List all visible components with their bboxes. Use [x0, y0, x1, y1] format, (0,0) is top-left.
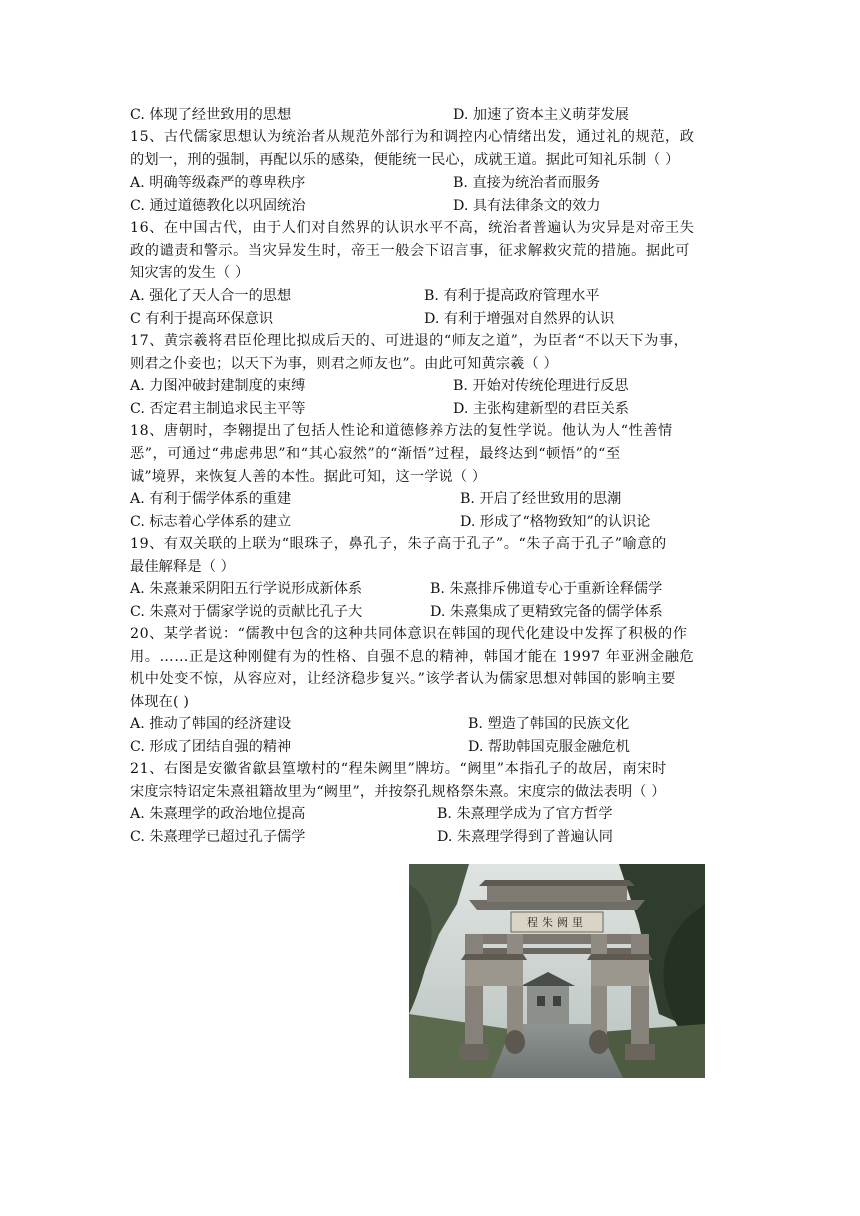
q20-option-b: B. 塑造了韩国的民族文化 — [468, 716, 630, 732]
q18-stem-2: 恶”，可通过“弗虑弗思”和“其心寂然”的“渐悟”过程，最终达到“顿悟”的“至 — [130, 446, 621, 462]
q20-stem-3: 机中处变不惊，从容应对，让经济稳步复兴。”该学者认为儒家思想对韩国的影响主要 — [130, 671, 676, 687]
q19-option-d: D. 朱熹集成了更精致完备的儒学体系 — [430, 604, 663, 620]
q20-stem-1: 20、某学者说：“儒教中包含的这种共同体意识在韩国的现代化建设中发挥了积极的作 — [130, 626, 688, 642]
q17-option-d: D. 主张构建新型的君臣关系 — [453, 401, 629, 417]
q16-option-c: C 有利于提高环保意识 — [130, 311, 274, 327]
q15-stem-1: 15、古代儒家思想认为统治者从规范外部行为和调控内心情绪出发，通过礼的规范，政 — [130, 129, 695, 145]
q20-option-a: A. 推动了韩国的经济建设 — [130, 716, 292, 732]
q19-stem-1: 19、有双关联的上联为“眼珠子，鼻孔子，朱子高于孔子”。“朱子高于孔子”喻意的 — [130, 536, 667, 552]
q18-option-b: B. 开启了经世致用的思潮 — [460, 491, 622, 507]
q21-stem-2: 宋度宗特诏定朱熹祖籍故里为“阙里”，并按祭孔规格祭朱熹。宋度宗的做法表明（ ） — [130, 784, 666, 800]
q16-option-a: A. 强化了天人合一的思想 — [130, 288, 292, 304]
q15-option-b: B. 直接为统治者而服务 — [453, 175, 601, 191]
q17-option-a: A. 力图冲破封建制度的束缚 — [130, 378, 306, 394]
q19-option-a: A. 朱熹兼采阴阳五行学说形成新体系 — [130, 581, 363, 597]
q15-option-d: D. 具有法律条文的效力 — [453, 198, 601, 214]
q17-stem-1: 17、黄宗羲将君臣伦理比拟成后天的、可进退的“师友之道”，为臣者“不以天下为事， — [130, 333, 689, 349]
q19-stem-2: 最佳解释是（ ） — [130, 559, 236, 575]
q18-option-d: D. 形成了“格物致知”的认识论 — [460, 514, 651, 530]
q21-option-c: C. 朱熹理学已超过孔子儒学 — [130, 829, 306, 845]
q19-option-c: C. 朱熹对于儒家学说的贡献比孔子大 — [130, 604, 363, 620]
q21-option-a: A. 朱熹理学的政治地位提高 — [130, 806, 306, 822]
q16-option-b: B. 有利于提高政府管理水平 — [424, 288, 600, 304]
q18-option-c: C. 标志着心学体系的建立 — [130, 514, 292, 530]
q18-option-a: A. 有利于儒学体系的重建 — [130, 491, 292, 507]
option-c-prev: C. 体现了经世致用的思想 — [130, 107, 292, 123]
q21-stem-1: 21、右图是安徽省歙县篁墩村的“程朱阙里”牌坊。“阙里”本指孔子的故居，南宋时 — [130, 761, 667, 777]
archway-plaque-text: 程朱阙里 — [527, 916, 587, 929]
q16-stem-2: 政的谴责和警示。当灾异发生时，帝王一般会下诏言事，征求解救灾荒的措施。据此可 — [130, 243, 691, 259]
archway-photo — [409, 864, 705, 1078]
q20-stem-4: 体现在( ) — [130, 694, 190, 710]
q15-option-c: C. 通过道德教化以巩固统治 — [130, 198, 306, 214]
q15-stem-2: 的划一，刑的强制，再配以乐的感染，便能统一民心，成就王道。据此可知礼乐制（ ） — [130, 152, 680, 168]
q15-option-a: A. 明确等级森严的尊卑秩序 — [130, 175, 306, 191]
q17-option-c: C. 否定君主制追求民主平等 — [130, 401, 306, 417]
q16-option-d: D. 有利于增强对自然界的认识 — [424, 311, 615, 327]
q21-option-d: D. 朱熹理学得到了普遍认同 — [437, 829, 613, 845]
q17-option-b: B. 开始对传统伦理进行反思 — [453, 378, 629, 394]
option-d-prev: D. 加速了资本主义萌芽发展 — [453, 107, 629, 123]
q18-stem-3: 诚”境界，来恢复人善的本性。据此可知，这一学说（ ） — [130, 469, 487, 485]
q16-stem-1: 16、在中国古代，由于人们对自然界的认识水平不高，统治者普遍认为灾异是对帝王失 — [130, 220, 695, 236]
q20-option-d: D. 帮助韩国克服金融危机 — [468, 739, 630, 755]
q20-option-c: C. 形成了团结自强的精神 — [130, 739, 292, 755]
q16-stem-3: 知灾害的发生（ ） — [130, 265, 250, 281]
q20-stem-2: 用。……正是这种刚健有为的性格、自强不息的精神，韩国才能在 1997 年亚洲金融危 — [130, 649, 695, 665]
q21-option-b: B. 朱熹理学成为了官方哲学 — [437, 806, 613, 822]
q17-stem-2: 则君之仆妾也；以天下为事，则君之师友也”。由此可知黄宗羲（ ） — [130, 356, 558, 372]
archway-illustration — [409, 864, 705, 1078]
q18-stem-1: 18、唐朝时，李翱提出了包括人性论和道德修养方法的复性学说。他认为人“性善情 — [130, 423, 673, 439]
q19-option-b: B. 朱熹排斥佛道专心于重新诠释儒学 — [430, 581, 663, 597]
